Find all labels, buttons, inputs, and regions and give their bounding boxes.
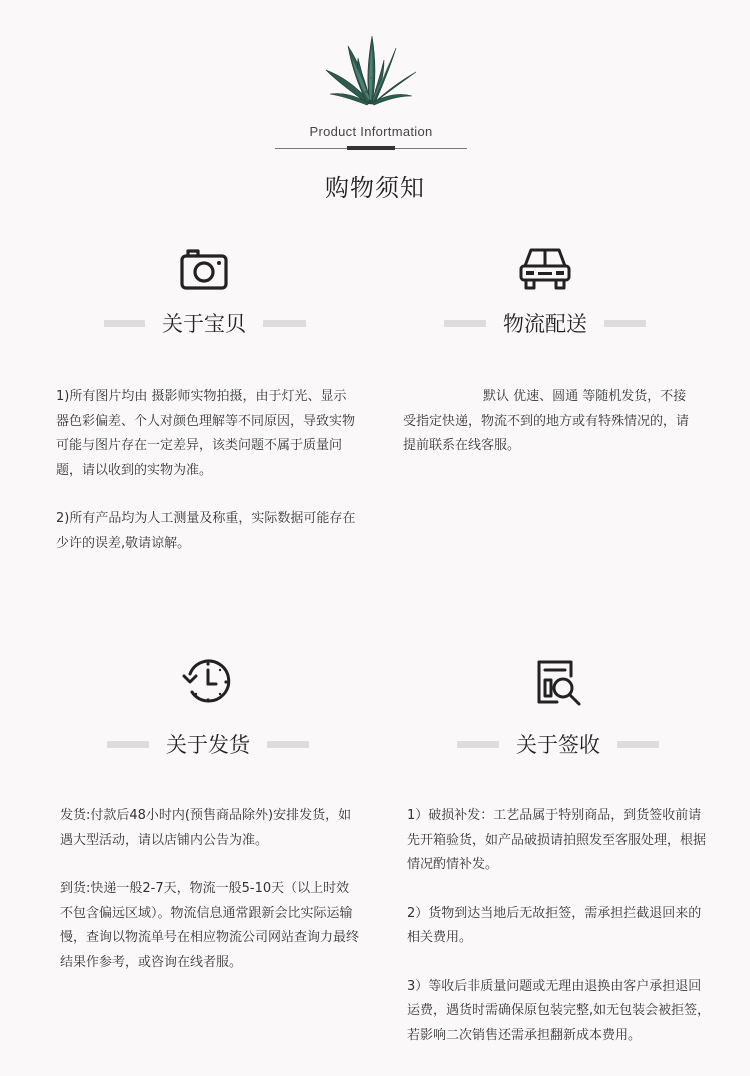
section-title: 关于宝贝 (145, 309, 263, 339)
section-body (60, 804, 360, 975)
section-body (403, 385, 689, 459)
section-body (56, 385, 356, 556)
camera-icon (174, 240, 234, 300)
page-header (0, 0, 750, 210)
divider-accent (347, 146, 395, 150)
section-logistics (375, 230, 750, 590)
paragraph: 3）等收后非质量问题或无理由退换由客户承担退回运费，遇货时需确保原包装完整,如无包装会被拒签，若影响二次销售还需承担翻新成本费用。 (407, 978, 711, 1043)
clock-icon (178, 652, 238, 712)
brand-subtitle: Product Infortmation (309, 124, 433, 139)
paragraph: 发货:付款后48小时内(预售商品除外)安排发货，如遇大型活动，请以店铺内公告为准。 (60, 808, 352, 848)
section-title: 物流配送 (486, 309, 604, 339)
paragraph: 到货:快递一般2-7天，物流一般5-10天（以上时效不包含偏远区域）。物流信息通常跟新会比实际运输慢，查询以物流单号在相应物流公司网站查询力最终结果作参考，或咨询在线者服。 (60, 881, 360, 970)
section-title: 关于发货 (149, 730, 267, 760)
car-icon (515, 236, 575, 296)
paragraph: 2)所有产品均为人工测量及称重，实际数据可能存在少许的误差,敬请谅解。 (56, 511, 356, 551)
inspect-document-icon (527, 652, 587, 712)
section-about-product (0, 230, 375, 590)
agave-plant-icon (322, 30, 418, 110)
section-title: 关于签收 (499, 730, 617, 760)
page-title: 购物须知 (325, 174, 425, 202)
section-receipt (375, 640, 750, 1076)
paragraph: 1)所有图片均由 摄影师实物拍摄，由于灯光、显示器色彩偏差、个人对颜色理解等不同原因，导致实物可能与图片存在一定差异，该类问题不属于质量问题，请以收到的实物为准。 (56, 389, 356, 478)
paragraph: 默认 优速、圆通 等随机发货，不接受指定快递，物流不到的地方或有特殊情况的，请提前联系在线客服。 (403, 389, 690, 453)
paragraph: 1）破损补发：工艺品属于特别商品，到货签收前请先开箱验货，如产品破损请拍照发至客服处理，根据情况酌情补发。 (407, 808, 707, 872)
paragraph: 2）货物到达当地后无故拒签，需承担拦截退回来的相关费用。 (407, 905, 702, 945)
section-body (407, 804, 711, 1048)
section-shipping (0, 640, 375, 1076)
